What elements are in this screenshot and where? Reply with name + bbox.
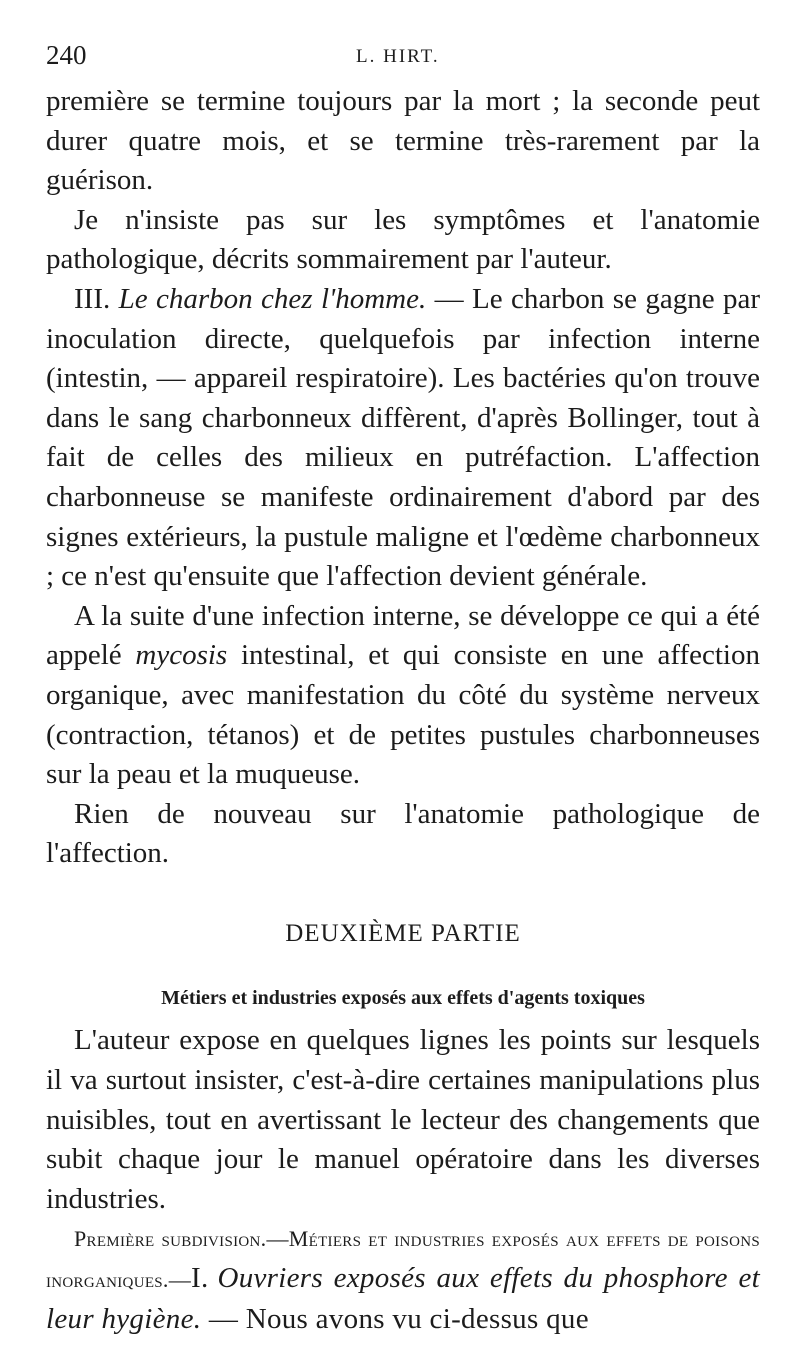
body-text	[46, 82, 760, 1340]
page-header	[46, 40, 760, 82]
subdivision-paragraph	[46, 1219, 760, 1340]
subdivision-tail: Nous avons vu ci-dessus que	[238, 1302, 589, 1335]
paragraph-3	[46, 280, 760, 597]
paragraph-2: Je n'insiste pas sur les symptômes et l'anatomie pathologique, décrits sommairement par l'auteur.	[46, 203, 760, 276]
paragraph-6: L'auteur expose en quelques lignes les points sur lesquels il va surtout insister, c'est-à-dire certaines manipulations plus nuisibles, tout en avertissant le lecteur des changements que subit chaque jour le manuel opératoire dans les diverses industries.	[46, 1024, 760, 1215]
subdivision-title: Métiers et industries exposés aux effets de poisons inorganiques.	[46, 1226, 760, 1293]
mycosis-term: mycosis	[135, 639, 228, 672]
paragraph-5: Rien de nouveau sur l'anatomie pathologique de l'affection.	[46, 797, 760, 870]
part-title: DEUXIÈME PARTIE	[285, 919, 521, 947]
paragraph-4-after: intestinal, et qui consiste en une affection organique, avec manifestation du côté du système nerveux (contraction, tétanos) et de petites pustules charbonneuses sur la peau et la muqueuse.	[46, 639, 760, 791]
paragraph-4	[46, 597, 760, 795]
section-title: Métiers et industries exposés aux effets d'agents toxiques	[161, 987, 645, 1010]
subdivision-label: Première subdivision.	[74, 1226, 267, 1252]
section-number: III.	[74, 282, 111, 315]
running-head: L. HIRT.	[356, 46, 440, 67]
subdivision-dash-1: —	[266, 1226, 289, 1252]
subdivision-italic-heading: Ouvriers exposés aux effets du phosphore et leur hygiène.	[46, 1262, 760, 1335]
section-heading-italic: Le charbon chez l'homme.	[118, 282, 427, 315]
subdivision-dash-3: —	[201, 1302, 239, 1335]
paragraph-4-before: A la suite d'une infection interne, se développe ce qui a été appelé	[46, 599, 760, 672]
paragraph-1: première se termine toujours par la mort ; la seconde peut durer quatre mois, et se termine très-rarement par la guérison.	[46, 85, 760, 197]
subdivision-number: I.	[191, 1262, 209, 1295]
page-number: 240	[46, 40, 87, 70]
paragraph-3-text: — Le charbon se gagne par inoculation directe, quelquefois par infection interne (intestin, — appareil respiratoire). Les bactéries qu'on trouve dans le sang charbonneux diffèrent, d'après Bollinger, tout à fait de celles des milieux en putréfaction. L'affection charbonneuse se manifeste ordinairement d'abord par des signes extérieurs, la pustule maligne et l'œdème charbonneux ; ce n'est qu'ensuite que l'affection devient générale.	[46, 282, 760, 593]
subdivision-dash-2: —	[168, 1267, 192, 1293]
